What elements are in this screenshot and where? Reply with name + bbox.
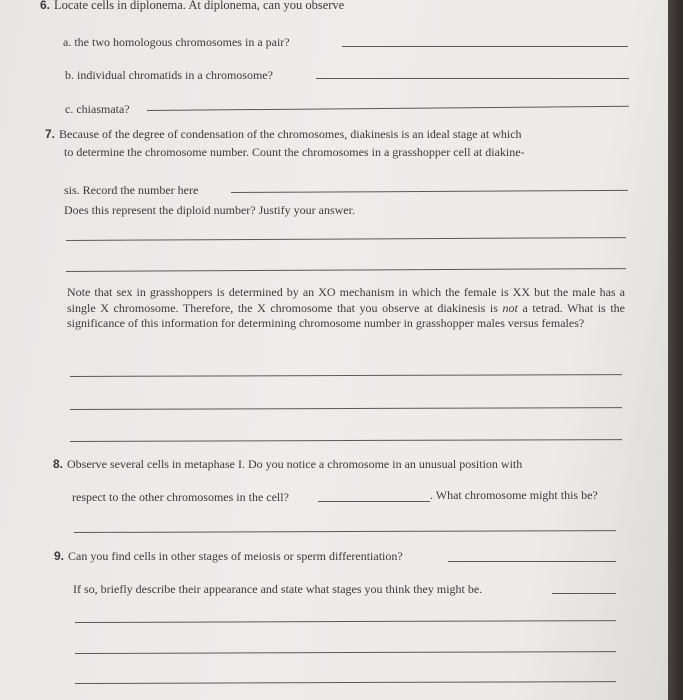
answer-line-q7-justify-2[interactable]	[66, 268, 626, 272]
answer-line-note-2[interactable]	[70, 407, 622, 410]
answer-line-q9-3[interactable]	[75, 681, 616, 684]
answer-line-q8-cell[interactable]	[318, 501, 430, 502]
page-edge-shadow	[668, 0, 683, 700]
answer-line-q7-number[interactable]	[231, 190, 628, 193]
question-7-diploid: Does this represent the diploid number? Justify your answer.	[64, 203, 355, 217]
answer-line-q7-justify-1[interactable]	[66, 237, 626, 241]
q6-item-b: b. individual chromatids in a chromosome?	[65, 68, 273, 82]
question-7-line-2: to determine the chromosome number. Count the chromosomes in a grasshopper cell at diakine-	[64, 145, 525, 159]
answer-line-q9-stages[interactable]	[552, 593, 616, 594]
question-7-number: 7.	[45, 127, 56, 141]
question-8-line-1: 8. Observe several cells in metaphase I. Do you notice a chromosome in an unusual position with	[53, 457, 523, 471]
answer-line-q9-2[interactable]	[75, 651, 616, 654]
answer-line-q9-1[interactable]	[75, 620, 616, 623]
question-8-line-2b: . What chromosome might this be?	[430, 488, 598, 502]
answer-line-note-1[interactable]	[70, 374, 622, 377]
answer-line-q6b[interactable]	[316, 78, 629, 79]
question-9-line-1: 9. Can you find cells in other stages of meiosis or sperm differentiation?	[54, 549, 403, 563]
answer-line-q6c[interactable]	[147, 106, 629, 111]
question-9-number: 9.	[54, 549, 65, 563]
question-6-text: Locate cells in diplonema. At diplonema, can you observe	[54, 0, 345, 12]
q6-item-c: c. chiasmata?	[65, 102, 130, 116]
answer-line-q8-chromosome[interactable]	[74, 530, 616, 533]
question-7-line-1: 7. Because of the degree of condensation of the chromosomes, diakinesis is an ideal stage at which	[45, 127, 522, 141]
question-8-line-2a: respect to the other chromosomes in the cell?	[72, 490, 289, 504]
answer-line-q9-find[interactable]	[448, 561, 616, 562]
q6-item-a: a. the two homologous chromosomes in a pair?	[63, 35, 290, 49]
question-7-line-3: sis. Record the number here	[64, 183, 199, 197]
note-paragraph: Note that sex in grasshoppers is determined by an XO mechanism in which the female is XX but the male has a single X chromosome. Therefore, the X chromosome that you observe at diakinesis is not a tetrad. What is the significance of this information for determining chromosome number in grasshopper males versus females?	[67, 285, 625, 331]
answer-line-q6a[interactable]	[342, 46, 628, 47]
question-8-number: 8.	[53, 457, 64, 471]
question-6	[40, 0, 344, 13]
question-6-number: 6.	[40, 0, 51, 12]
question-9-line-2: If so, briefly describe their appearance and state what stages you think they might be.	[73, 582, 483, 596]
answer-line-note-3[interactable]	[70, 439, 622, 442]
